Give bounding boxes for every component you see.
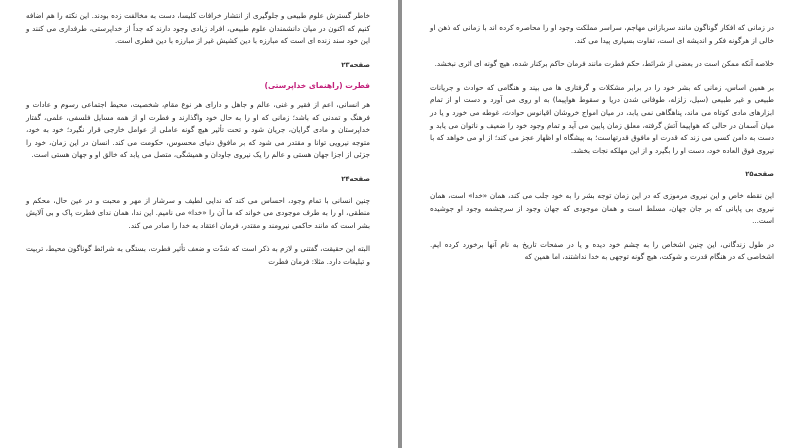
paragraph: بر همین اساس، زمانی که بشر خود را در برابر مشکلات و گرفتاری ها می بیند و هنگامی که حوادث و جریانات طبیعی و غیر طبیعی (سیل، زلزله، طوفانی شدن دریا و سقوط هواپیما) به او روی می آورد و دست او از تمام ابزارهای مادی کوتاه می ماند، پناهگاهی نمی یابد، در میان امواج خروشان اقیانوس حوادث، غوطه می خورد و یا در میان آسمان در حالی که هواپیما آتش گرفته، معلق زمان پایین می آید و تمام وجود خود را ضعیف و ناتوان می یابد و دست به دامن کسی می زند که قدرت او مافوق قدرتهاست؛ به پیشگاه او اظهار عجز می کند؛ از او می خواهد که با نیروی فوق العاده خود، دست او را بگیرد و از این مهلکه نجات بخشد. [430, 82, 774, 155]
page-number-label: صفحه۲۵ [745, 170, 774, 179]
paragraph: در زمانی که افکار گوناگون مانند سربازانی مهاجم، سراسر مملکت وجود او را محاصره کرده اند با زمانی که ذهن او خالی از هرگونه فکر و اندیشه ای است، تفاوت بسیاری پیدا می کند. [430, 23, 774, 45]
paragraph: البته این حقیقت، گفتنی و لازم به ذکر است که شدّت و ضعف تأثیر فطرت، بستگی به شرائط گوناگون محیط، تربیت و تبلیغات دارد. مثلا: فرمان فطرت [26, 244, 370, 266]
section-heading: فطرت (راهنمای خداپرستی) [264, 81, 370, 91]
paragraph: خاطر گسترش علوم طبیعی و جلوگیری از انتشار خرافات کلیسا، دست به مخالفت زده بودند. این نکته را هم اضافه کنیم که اکنون در میان دانشمندان علوم طبیعی، افراد زیادی وجود دارند که جداً از خداپرستی، طرفداری می کنند و این خود سند زنده ای است که مبارزه با دین کشیش غیر از مبارزه با دین فطری است. [26, 11, 370, 46]
right-page[interactable] [402, 0, 800, 448]
paragraph: این نقطه خاص و این نیروی مرموزی که در این زمان توجه بشر را به خود جلب می کند، همان «خدا» است، همان نیروی بی پایانی که بر جان جهان، مسلط است و همان موجودی که جهان وجود از سرچشمه وجود او جوشیده است... [430, 190, 774, 226]
paragraph: هر انسانی، اعم از فقیر و غنی، عالم و جاهل و دارای هر نوع مقام، شخصیت، محیط اجتماعی رسوم و عادات و فرهنگ و تمدنی که باشد؛ زمانی که او را به حال خود واگذارند و فطرت او از همه مسایل فلسفی، علمی، گفتار خداپرستان و مادی گرایان، جریان شود و تحت تأثیر هیچ گونه عاملی از عوامل خارجی قرار نگیرد؛ خود به خود، متوجه نیرویی توانا و مقتدر می شود که بر مافوق دنیای محسوس، حکومت می کند. انسان در این زمان، خود را جزئی از اجزا جهان هستی و عالم را یک نیروی جاودان و همیشگی، متصل می یابد که خالق او و جهان هستی است. [26, 99, 370, 160]
page-number-label: صفحه۲۴ [341, 174, 370, 183]
left-page[interactable] [0, 0, 398, 448]
paragraph: چنین انسانی با تمام وجود، احساس می کند که ندایی لطیف و سرشار از مهر و محبت و در عین حال، محکم و منطقی، او را به طرف موجودی می خواند که ما آن را «خدا» می نامیم. این ندا، همان ندای فطرت پاک و بی آلایش بشر است که مانند حاکمی نیرومند و مقتدر، فرمان اعتقاد به خدا را صادر می کند. [26, 195, 370, 230]
paragraph: در طول زندگانی، این چنین اشخاص را به چشم خود دیده و یا در صفحات تاریخ به نام آنها برخورد کرده ایم. اشخاصی که در هنگام قدرت و شوکت، هیچ گونه توجهی به خدا نداشتند، اما همین که [430, 239, 774, 262]
paragraph: خلاصه آنکه ممکن است در بعضی از شرائط، حکم فطرت مانند فرمان حاکم برکنار شده، هیچ گونه ای اثری نبخشد. [434, 59, 774, 69]
page-number-label: صفحه۲۳ [341, 60, 370, 69]
